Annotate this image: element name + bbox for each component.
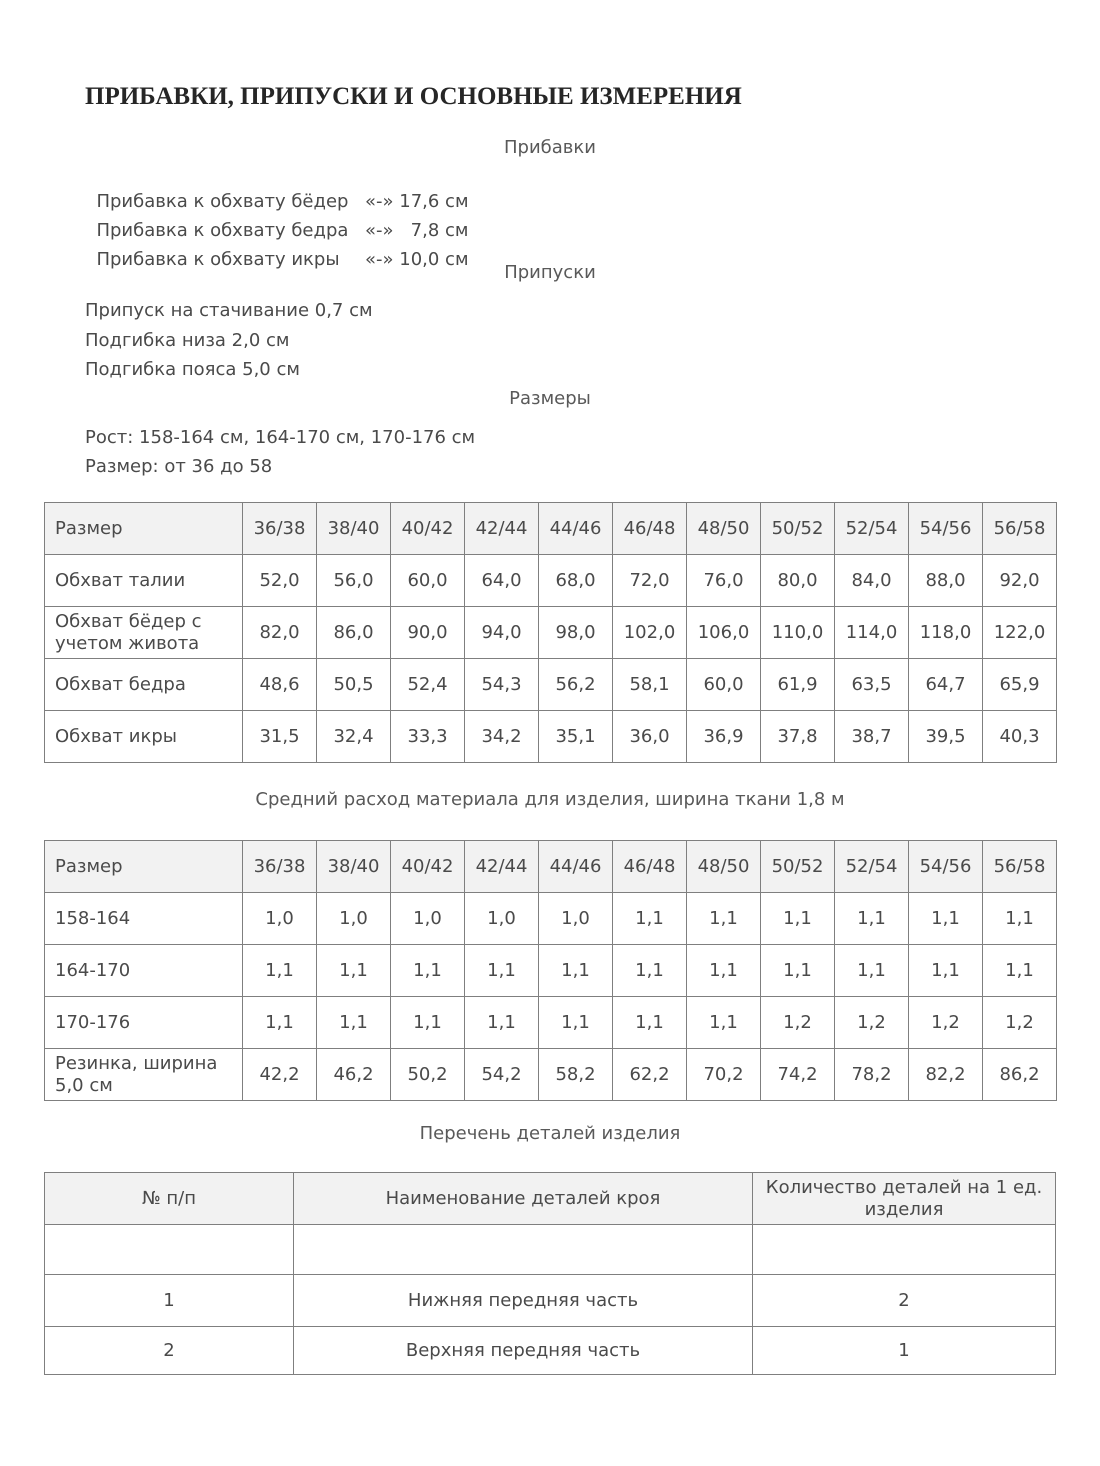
row-label: Резинка, ширина 5,0 см bbox=[45, 1049, 243, 1101]
table-cell: Верхняя передняя часть bbox=[294, 1327, 753, 1375]
table-cell: 60,0 bbox=[687, 659, 761, 711]
table-cell: 78,2 bbox=[835, 1049, 909, 1101]
allowance-label: Прибавка к обхвату бедра bbox=[96, 220, 349, 241]
header-cell: 44/46 bbox=[539, 503, 613, 555]
header-cell: 42/44 bbox=[465, 841, 539, 893]
table-cell: 2 bbox=[753, 1275, 1056, 1327]
table-row bbox=[45, 659, 1057, 711]
header-cell: 48/50 bbox=[687, 503, 761, 555]
seams-heading: Припуски bbox=[504, 262, 596, 283]
table-cell: Нижняя передняя часть bbox=[294, 1275, 753, 1327]
table-cell: 84,0 bbox=[835, 555, 909, 607]
table-cell: 1,1 bbox=[613, 945, 687, 997]
allowances-heading: Прибавки bbox=[504, 137, 596, 158]
table-cell: 42,2 bbox=[243, 1049, 317, 1101]
table-cell: 38,7 bbox=[835, 711, 909, 763]
row-label: 170-176 bbox=[45, 997, 243, 1049]
table-cell: 82,2 bbox=[909, 1049, 983, 1101]
table-cell: 1,1 bbox=[761, 893, 835, 945]
table-cell: 1,2 bbox=[835, 997, 909, 1049]
table-cell: 52,0 bbox=[243, 555, 317, 607]
table-cell: 74,2 bbox=[761, 1049, 835, 1101]
table-cell: 98,0 bbox=[539, 607, 613, 659]
table-cell: 92,0 bbox=[983, 555, 1057, 607]
seam-line: Подгибка пояса 5,0 см bbox=[85, 359, 300, 380]
table-cell: 35,1 bbox=[539, 711, 613, 763]
table-cell: 40,3 bbox=[983, 711, 1057, 763]
allowance-value: «-» 10,0 см bbox=[365, 249, 469, 270]
table-row bbox=[45, 997, 1057, 1049]
table-cell: 32,4 bbox=[317, 711, 391, 763]
table-cell: 1,1 bbox=[835, 893, 909, 945]
table-cell: 1,2 bbox=[909, 997, 983, 1049]
table-cell: 80,0 bbox=[761, 555, 835, 607]
row-label: Обхват талии bbox=[45, 555, 243, 607]
table-cell: 1,1 bbox=[465, 997, 539, 1049]
page-title: ПРИБАВКИ, ПРИПУСКИ И ОСНОВНЫЕ ИЗМЕРЕНИЯ bbox=[85, 83, 742, 110]
header-cell: 46/48 bbox=[613, 503, 687, 555]
table-row bbox=[45, 607, 1057, 659]
table-cell: 1,0 bbox=[391, 893, 465, 945]
table-cell: 56,2 bbox=[539, 659, 613, 711]
table-cell: 58,1 bbox=[613, 659, 687, 711]
table-row bbox=[45, 945, 1057, 997]
table-cell: 1,1 bbox=[613, 997, 687, 1049]
table-cell: 1,1 bbox=[539, 997, 613, 1049]
table-cell: 33,3 bbox=[391, 711, 465, 763]
table-cell: 122,0 bbox=[983, 607, 1057, 659]
table-cell: 36,0 bbox=[613, 711, 687, 763]
table-cell: 1,1 bbox=[761, 945, 835, 997]
table-cell: 56,0 bbox=[317, 555, 391, 607]
table-row bbox=[45, 1225, 1056, 1275]
table-cell: 1,1 bbox=[983, 893, 1057, 945]
table-cell: 1,1 bbox=[317, 997, 391, 1049]
header-cell: 54/56 bbox=[909, 503, 983, 555]
table-cell: 1,1 bbox=[391, 997, 465, 1049]
consumption-table bbox=[44, 840, 1057, 1101]
table-cell: 90,0 bbox=[391, 607, 465, 659]
header-cell: Количество деталей на 1 ед. изделия bbox=[753, 1173, 1056, 1225]
header-cell: 54/56 bbox=[909, 841, 983, 893]
table-cell: 82,0 bbox=[243, 607, 317, 659]
table-cell: 1,1 bbox=[465, 945, 539, 997]
header-cell: 48/50 bbox=[687, 841, 761, 893]
row-label: 158-164 bbox=[45, 893, 243, 945]
table-cell: 2 bbox=[45, 1327, 294, 1375]
header-cell: 56/58 bbox=[983, 503, 1057, 555]
header-cell: 50/52 bbox=[761, 841, 835, 893]
table-cell: 1,0 bbox=[243, 893, 317, 945]
table-cell: 1,1 bbox=[317, 945, 391, 997]
header-cell: Размер bbox=[45, 841, 243, 893]
table-row bbox=[45, 555, 1057, 607]
table-cell: 118,0 bbox=[909, 607, 983, 659]
row-label: Обхват икры bbox=[45, 711, 243, 763]
seam-line: Припуск на стачивание 0,7 см bbox=[85, 300, 373, 321]
header-cell: 38/40 bbox=[317, 503, 391, 555]
table-cell: 58,2 bbox=[539, 1049, 613, 1101]
table-header-row bbox=[45, 503, 1057, 555]
table-cell: 1,1 bbox=[687, 945, 761, 997]
table-cell: 31,5 bbox=[243, 711, 317, 763]
table-header-row bbox=[45, 841, 1057, 893]
table-cell: 110,0 bbox=[761, 607, 835, 659]
table-cell: 1,1 bbox=[835, 945, 909, 997]
table-row bbox=[45, 1275, 1056, 1327]
parts-table bbox=[44, 1172, 1056, 1375]
table-cell: 1,1 bbox=[687, 893, 761, 945]
header-cell: Наименование деталей кроя bbox=[294, 1173, 753, 1225]
table-cell: 1,0 bbox=[317, 893, 391, 945]
table-cell: 106,0 bbox=[687, 607, 761, 659]
table-cell: 86,2 bbox=[983, 1049, 1057, 1101]
header-cell: 50/52 bbox=[761, 503, 835, 555]
header-cell: 44/46 bbox=[539, 841, 613, 893]
table-cell: 1,1 bbox=[391, 945, 465, 997]
allowance-value: «-» 7,8 см bbox=[365, 220, 469, 241]
row-label: 164-170 bbox=[45, 945, 243, 997]
table-cell: 1,1 bbox=[909, 945, 983, 997]
table-header-row bbox=[45, 1173, 1056, 1225]
header-cell: 40/42 bbox=[391, 841, 465, 893]
table-cell: 1,1 bbox=[983, 945, 1057, 997]
table-cell bbox=[753, 1225, 1056, 1275]
table-row bbox=[45, 1049, 1057, 1101]
table-cell: 1 bbox=[45, 1275, 294, 1327]
table-cell: 1,0 bbox=[465, 893, 539, 945]
table-cell: 52,4 bbox=[391, 659, 465, 711]
table-cell: 63,5 bbox=[835, 659, 909, 711]
sizes-heading: Размеры bbox=[509, 388, 591, 409]
table-cell: 94,0 bbox=[465, 607, 539, 659]
table-cell: 114,0 bbox=[835, 607, 909, 659]
header-cell: 56/58 bbox=[983, 841, 1057, 893]
table-cell: 102,0 bbox=[613, 607, 687, 659]
table-cell: 70,2 bbox=[687, 1049, 761, 1101]
table-cell: 1,1 bbox=[613, 893, 687, 945]
header-cell: 46/48 bbox=[613, 841, 687, 893]
table-cell: 86,0 bbox=[317, 607, 391, 659]
table-cell: 54,2 bbox=[465, 1049, 539, 1101]
allowance-label: Прибавка к обхвату икры bbox=[96, 249, 340, 270]
table-cell: 72,0 bbox=[613, 555, 687, 607]
header-cell: № п/п bbox=[45, 1173, 294, 1225]
table-cell: 88,0 bbox=[909, 555, 983, 607]
table-cell: 1,1 bbox=[687, 997, 761, 1049]
table-cell: 60,0 bbox=[391, 555, 465, 607]
table-row bbox=[45, 893, 1057, 945]
table-cell: 1,2 bbox=[761, 997, 835, 1049]
seam-line: Подгибка низа 2,0 см bbox=[85, 330, 290, 351]
consumption-heading: Средний расход материала для изделия, ширина ткани 1,8 м bbox=[255, 789, 845, 810]
table-cell: 36,9 bbox=[687, 711, 761, 763]
table-row bbox=[45, 1327, 1056, 1375]
header-cell: 42/44 bbox=[465, 503, 539, 555]
table-cell: 1 bbox=[753, 1327, 1056, 1375]
sizes-line: Рост: 158-164 см, 164-170 см, 170-176 см bbox=[85, 427, 476, 448]
table-cell: 50,5 bbox=[317, 659, 391, 711]
table-cell: 1,1 bbox=[909, 893, 983, 945]
header-cell: 52/54 bbox=[835, 503, 909, 555]
table-cell: 50,2 bbox=[391, 1049, 465, 1101]
table-cell: 61,9 bbox=[761, 659, 835, 711]
table-cell: 1,1 bbox=[539, 945, 613, 997]
measurements-table bbox=[44, 502, 1057, 763]
table-cell: 37,8 bbox=[761, 711, 835, 763]
table-cell: 76,0 bbox=[687, 555, 761, 607]
table-row bbox=[45, 711, 1057, 763]
row-label: Обхват бедра bbox=[45, 659, 243, 711]
allowance-value: «-» 17,6 см bbox=[365, 191, 469, 212]
row-label: Обхват бёдер с учетом живота bbox=[45, 607, 243, 659]
table-cell: 65,9 bbox=[983, 659, 1057, 711]
header-cell: 38/40 bbox=[317, 841, 391, 893]
parts-heading: Перечень деталей изделия bbox=[419, 1123, 681, 1144]
table-cell bbox=[45, 1225, 294, 1275]
table-cell: 64,0 bbox=[465, 555, 539, 607]
table-cell: 1,2 bbox=[983, 997, 1057, 1049]
table-cell: 54,3 bbox=[465, 659, 539, 711]
header-cell: 36/38 bbox=[243, 503, 317, 555]
header-cell: 36/38 bbox=[243, 841, 317, 893]
table-cell: 64,7 bbox=[909, 659, 983, 711]
table-cell: 1,1 bbox=[243, 945, 317, 997]
table-cell: 68,0 bbox=[539, 555, 613, 607]
table-cell: 46,2 bbox=[317, 1049, 391, 1101]
table-cell: 62,2 bbox=[613, 1049, 687, 1101]
header-cell: Размер bbox=[45, 503, 243, 555]
table-cell bbox=[294, 1225, 753, 1275]
header-cell: 40/42 bbox=[391, 503, 465, 555]
table-cell: 39,5 bbox=[909, 711, 983, 763]
allowance-label: Прибавка к обхвату бёдер bbox=[96, 191, 349, 212]
table-cell: 1,1 bbox=[243, 997, 317, 1049]
table-cell: 48,6 bbox=[243, 659, 317, 711]
sizes-line: Размер: от 36 до 58 bbox=[85, 456, 273, 477]
table-cell: 34,2 bbox=[465, 711, 539, 763]
table-cell: 1,0 bbox=[539, 893, 613, 945]
header-cell: 52/54 bbox=[835, 841, 909, 893]
